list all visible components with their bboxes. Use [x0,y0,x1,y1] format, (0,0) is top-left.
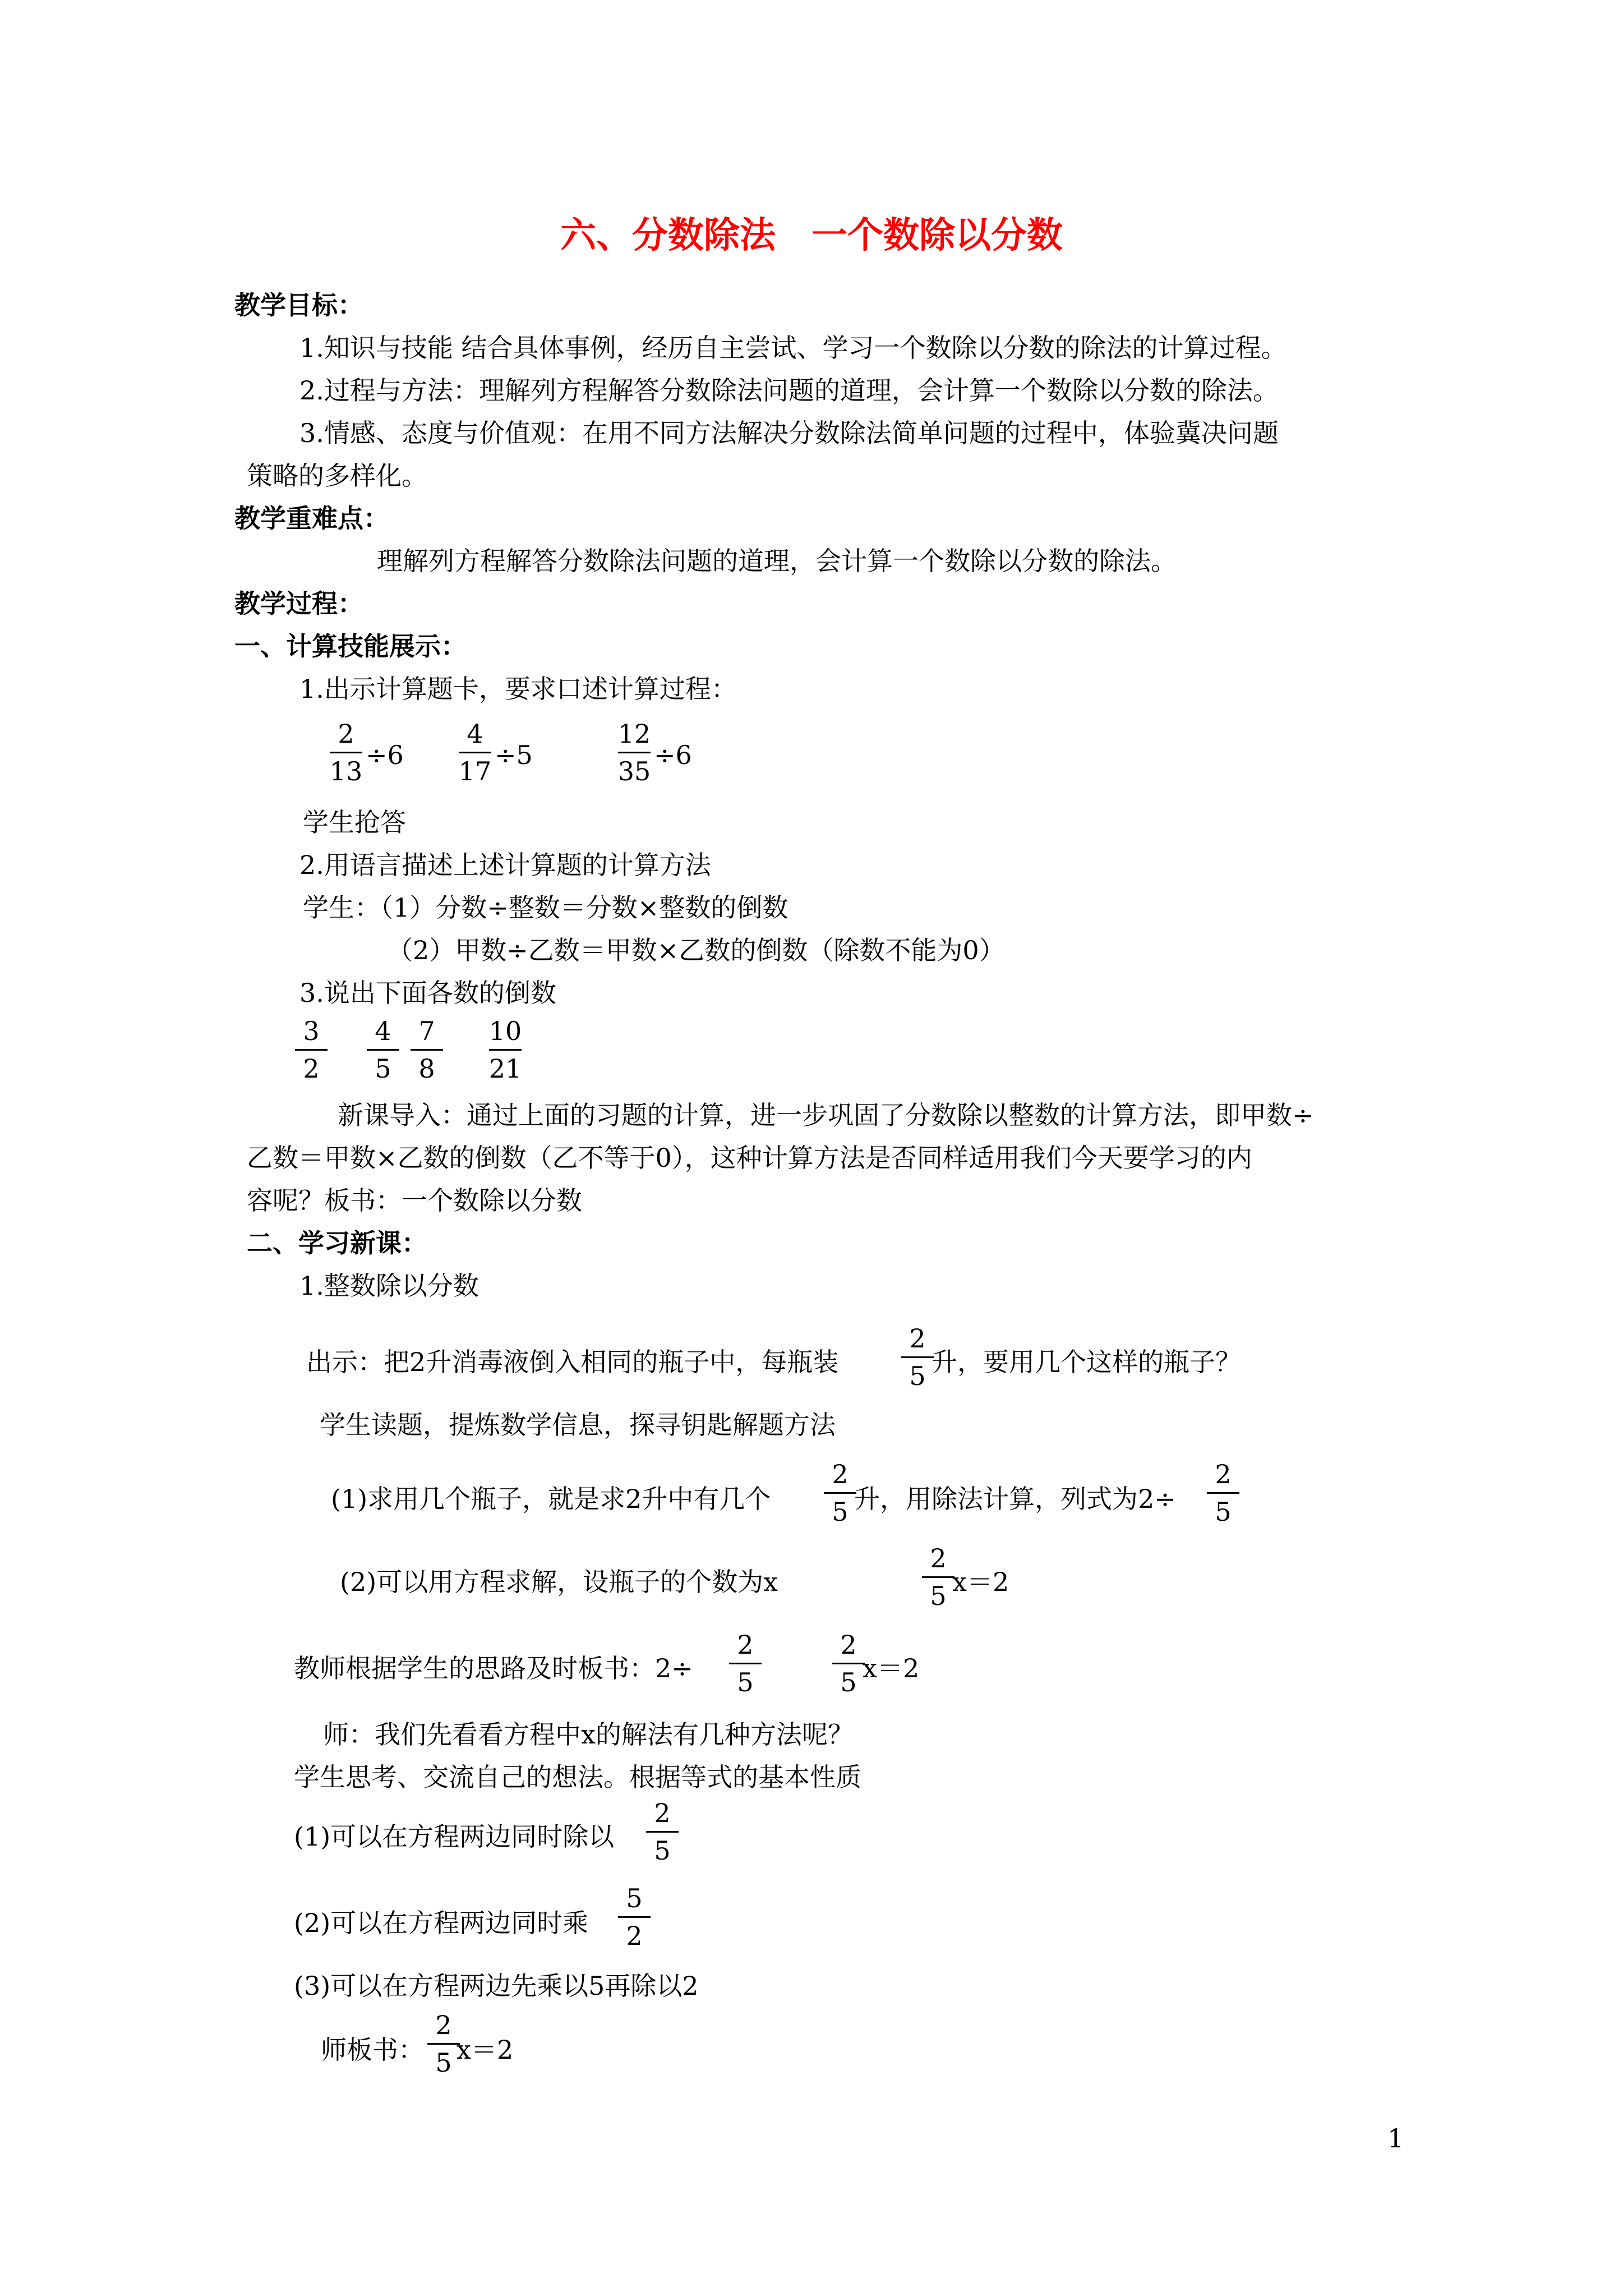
numerator: 3 [303,1016,320,1046]
intro-line-3: 容呢？板书：一个数除以分数 [247,1185,582,1216]
denominator: 2 [626,1921,643,1951]
fraction-bar [901,1356,934,1358]
section2-item1: 1.整数除以分数 [299,1271,479,1301]
fraction [726,1629,765,1698]
method-2: (2)可以用方程求解，设瓶子的个数为x [340,1567,778,1597]
numerator: 2 [832,1459,849,1489]
numerator: 7 [418,1016,435,1046]
fraction-bar [646,1831,679,1833]
goals-heading: 教学目标： [234,290,363,320]
denominator: 5 [930,1581,947,1611]
intro-line-1: 新课导入：通过上面的习题的计算，进一步巩固了分数除以整数的计算方法，即甲数÷ [338,1100,1314,1130]
fraction [615,1883,654,1952]
problem-rest: ÷6 [654,740,692,770]
board-equation: x＝2 [863,1653,920,1683]
fraction [363,1015,403,1084]
fraction-bar [618,752,651,753]
denominator: 5 [909,1361,926,1391]
fraction-bar [618,1916,651,1918]
section2-heading: 二、学习新课： [247,1228,427,1258]
section1-item1: 1.出示计算题卡，要求口述计算过程： [299,674,737,704]
fraction-bar [367,1049,399,1051]
denominator: 5 [375,1053,391,1084]
denominator: 5 [840,1667,857,1697]
numerator: 2 [840,1630,857,1660]
denominator: 8 [418,1053,435,1084]
student-read: 学生读题，提炼数学信息，探寻钥匙解题方法 [320,1410,836,1440]
fraction-bar [922,1576,955,1578]
fraction [455,718,495,787]
fraction-bar [295,1049,328,1051]
fraction-bar [489,1049,522,1051]
numerator: 2 [930,1543,947,1573]
fraction-bar [1207,1492,1239,1494]
numerator: 4 [467,719,483,749]
teacher-question: 师：我们先看看方程中x的解法有几种方法呢？ [323,1719,854,1750]
problem-rest: ÷5 [495,740,533,770]
student-think: 学生思考、交流自己的想法。根据等式的基本性质 [294,1762,861,1792]
numerator: 2 [909,1323,926,1354]
denominator: 5 [654,1835,671,1866]
student-rule-1: 学生：（1）分数÷整数＝分数×整数的倒数 [303,892,789,923]
fraction-bar [427,2043,460,2045]
key-heading: 教学重难点： [234,503,389,533]
method-1: (1)求用几个瓶子，就是求2升中有几个 [331,1484,771,1514]
numerator: 2 [435,2010,452,2040]
denominator: 17 [458,756,492,786]
fraction-bar [459,752,491,753]
process-heading: 教学过程： [234,588,363,619]
student-rule-2: （2）甲数÷乙数＝甲数×乙数的倒数（除数不能为0） [387,935,1005,965]
method-1-end: 升，用除法计算，列式为2÷ [854,1484,1176,1514]
denominator: 21 [488,1053,522,1084]
show-problem: 出示：把2升消毒液倒入相同的瓶子中，每瓶装 [306,1347,839,1377]
fraction [407,1015,446,1084]
numerator: 2 [654,1798,671,1828]
section1-heading: 一、计算技能展示： [234,631,467,661]
denominator: 5 [737,1667,754,1697]
goal-line-2: 2.过程与方法：理解列方程解答分数除法问题的道理，会计算一个数除以分数的除法。 [299,375,1279,406]
solution-1: (1)可以在方程两边同时除以 [294,1821,615,1852]
fraction [326,718,366,787]
denominator: 35 [617,756,651,786]
solution-3: (3)可以在方程两边先乘以5再除以2 [294,1971,699,2001]
numerator: 12 [617,719,651,749]
section1-item3: 3.说出下面各数的倒数 [299,978,556,1008]
denominator: 13 [329,756,363,786]
denominator: 2 [303,1053,320,1084]
numerator: 2 [1215,1459,1232,1489]
problem-rest: ÷6 [366,740,404,770]
numerator: 2 [338,719,354,749]
denominator: 5 [435,2047,452,2078]
final-board: 师板书： [321,2035,424,2065]
fraction [615,718,654,787]
numerator: 5 [626,1883,643,1913]
fraction-bar [832,1663,865,1664]
fraction-bar [729,1663,762,1664]
fraction-bar [330,752,362,753]
denominator: 5 [1215,1497,1232,1527]
page-title: 六、分数除法 一个数除以分数 [560,214,1063,256]
goal-line-3: 3.情感、态度与价值观：在用不同方法解决分数除法简单问题的过程中，体验冀决问题 [299,418,1279,448]
denominator: 5 [832,1497,849,1527]
key-text: 理解列方程解答分数除法问题的道理，会计算一个数除以分数的除法。 [377,546,1177,576]
intro-line-2: 乙数＝甲数×乙数的倒数（乙不等于0），这种计算方法是否同样适用我们今天要学习的内 [247,1143,1252,1173]
fraction [292,1015,331,1084]
goal-line-1: 1.知识与技能 结合具体事例，经历自主尝试、学习一个数除以分数的除法的计算过程。 [299,333,1287,363]
fraction-bar [824,1492,856,1494]
page-number: 1 [1387,2123,1404,2154]
student-answer: 学生抢答 [303,807,406,838]
goal-line-4: 策略的多样化。 [247,461,427,491]
fraction [486,1015,525,1084]
fraction [1204,1458,1243,1527]
numerator: 4 [375,1016,391,1046]
show-problem-end: 升，要用几个这样的瓶子？ [932,1347,1241,1377]
numerator: 10 [488,1016,522,1046]
solution-2: (2)可以在方程两边同时乘 [294,1908,589,1938]
fraction [643,1797,682,1866]
section1-item2: 2.用语言描述上述计算题的计算方法 [299,850,711,880]
method-2-equation: x＝2 [952,1567,1009,1597]
final-equation: x＝2 [457,2035,514,2065]
board-note: 教师根据学生的思路及时板书：2÷ [294,1653,693,1683]
fraction-bar [411,1049,443,1051]
numerator: 2 [737,1630,754,1660]
